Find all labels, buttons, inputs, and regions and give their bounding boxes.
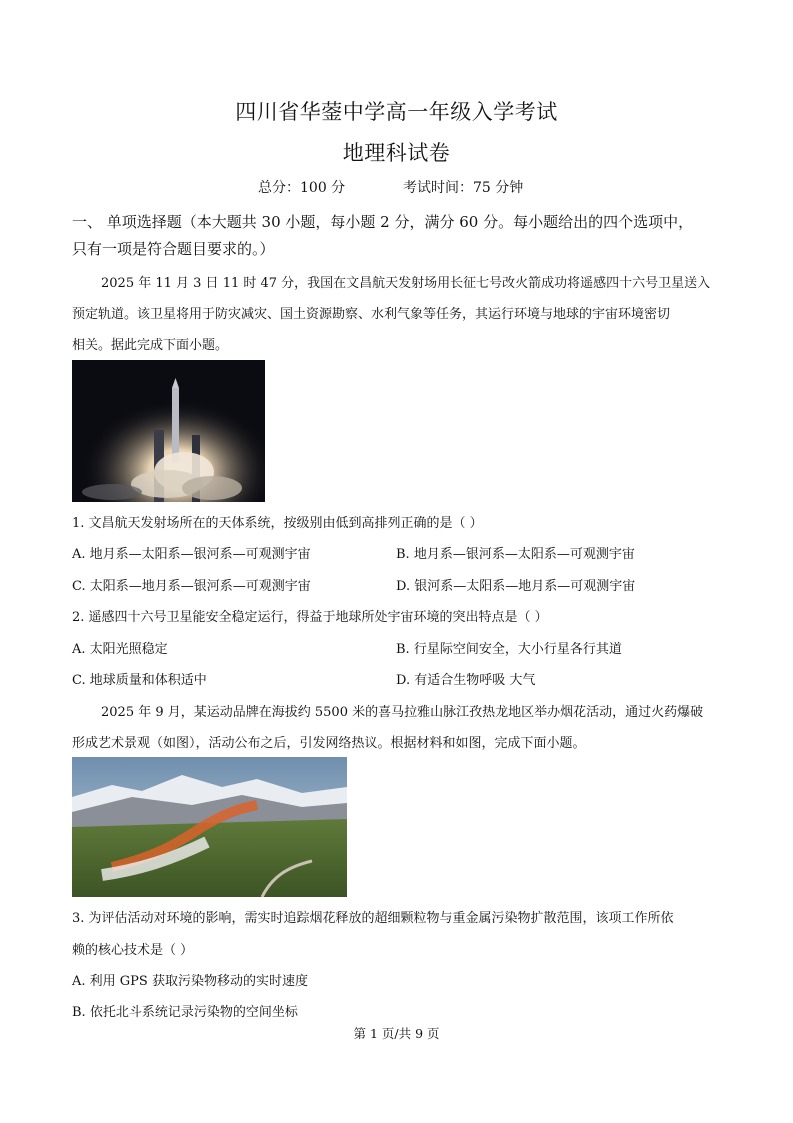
question-1-option-d: D. 银河系—太阳系—地月系—可观测宇宙 [396,579,636,594]
question-3-stem-line2: 赖的核心技术是（ ） [72,943,194,958]
passage2-line2: 形成艺术景观（如图），活动公布之后，引发网络热议。根据材料和如图，完成下面小题。 [72,736,586,751]
section-heading-line1: 一、 单项选择题（本大题共 30 小题，每小题 2 分，满分 60 分。每小题给出的四个选项中， [72,213,694,231]
question-3-stem-line1: 3. 为评估活动对环境的影响，需实时追踪烟花释放的超细颗粒物与重金属污染物扩散范围，该项工作所依 [72,911,674,926]
himalaya-fireworks-illustration [72,757,347,897]
question-3-option-b: B. 依托北斗系统记录污染物的空间坐标 [72,1005,298,1020]
question-1-stem: 1. 文昌航天发射场所在的天体系统，按级别由低到高排列正确的是（ ） [72,516,483,531]
himalaya-fireworks-photo [72,757,347,897]
question-1-option-b: B. 地月系—银河系—太阳系—可观测宇宙 [396,547,635,562]
question-2-option-b: B. 行星际空间安全，大小行星各行其道 [396,642,622,657]
passage1-line1: 2025 年 11 月 3 日 11 时 47 分，我国在文昌航天发射场用长征七号改火箭成功将遥感四十六号卫星送入 [101,276,711,291]
question-2-option-d: D. 有适合生物呼吸 大气 [396,673,536,688]
page-number: 第 1 页/共 9 页 [353,1026,440,1041]
rocket-launch-illustration [72,360,265,502]
question-2-stem: 2. 遥感四十六号卫星能安全稳定运行，得益于地球所处宇宙环境的突出特点是（ ） [72,610,548,625]
rocket-launch-photo [72,360,265,502]
question-1-option-c: C. 太阳系—地月系—银河系—可观测宇宙 [72,579,311,594]
question-3-option-a: A. 利用 GPS 获取污染物移动的实时速度 [72,974,308,989]
passage1-line2: 预定轨道。该卫星将用于防灾减灾、国土资源勘察、水利气象等任务，其运行环境与地球的宇宙环境密切 [72,307,671,322]
page-title: 四川省华蓥中学高一年级入学考试 [235,100,558,124]
passage2-line1: 2025 年 9 月，某运动品牌在海拔约 5500 米的喜马拉雅山脉江孜热龙地区举办烟花活动，通过火药爆破 [101,705,704,720]
section-heading-line2: 只有一项是符合题目要求的。） [72,240,275,258]
page-subtitle: 地理科试卷 [342,141,451,165]
question-2-option-a: A. 太阳光照稳定 [72,642,168,657]
question-1-option-a: A. 地月系—太阳系—银河系—可观测宇宙 [72,547,311,562]
exam-time: 考试时间：75 分钟 [403,180,524,196]
passage1-line3: 相关。据此完成下面小题。 [72,338,229,353]
total-score: 总分：100 分 [258,180,346,196]
question-2-option-c: C. 地球质量和体积适中 [72,673,207,688]
